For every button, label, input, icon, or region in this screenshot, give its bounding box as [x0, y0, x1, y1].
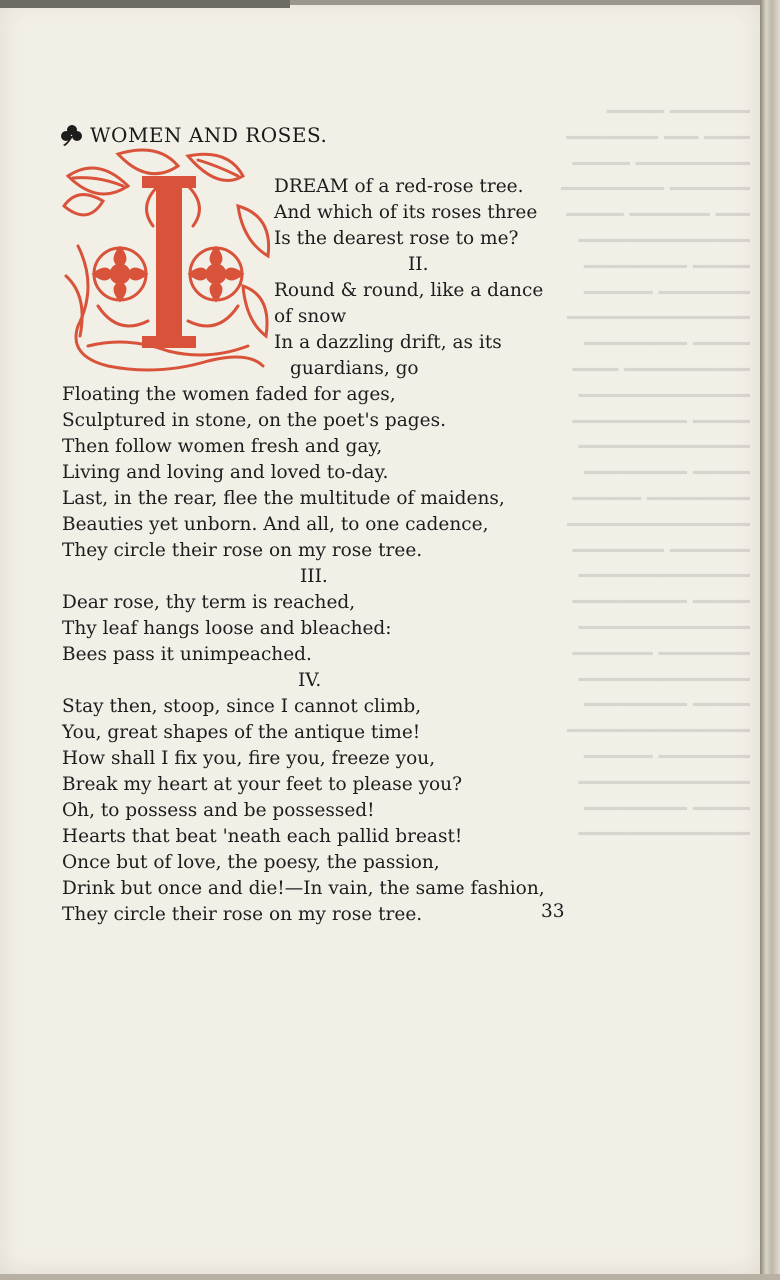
poem-line: Drink but once and die!—In vain, the same fashion, [62, 878, 545, 899]
poem-line: How shall I fix you, fire you, freeze you, [62, 748, 436, 769]
section-numeral: III. [300, 566, 328, 587]
page-top-edge [0, 0, 290, 8]
poem-line: Bees pass it unimpeached. [62, 644, 312, 665]
poem-line: They circle their rose on my rose tree. [62, 904, 423, 925]
poem-line: Thy leaf hangs loose and bleached: [62, 618, 392, 639]
club-leaf-ornament-icon [60, 124, 84, 146]
poem-line: Sculptured in stone, on the poet's pages. [62, 410, 446, 431]
poem-line: Beauties yet unborn. And all, to one cadence, [62, 514, 489, 535]
poem-line: guardians, go [290, 358, 419, 379]
poem-title: WOMEN AND ROSES. [90, 123, 328, 147]
poem-line: Break my heart at your feet to please you? [62, 774, 462, 795]
poem-line: In a dazzling drift, as its [274, 332, 502, 353]
poem-line: Floating the women faded for ages, [62, 384, 396, 405]
poem-line: Stay then, stoop, since I cannot climb, [62, 696, 422, 717]
poem-line: Dear rose, thy term is reached, [62, 592, 356, 613]
book-page-stack-edge [760, 0, 780, 1280]
page-bottom-edge [0, 1274, 780, 1280]
poem-line: Is the dearest rose to me? [274, 228, 519, 249]
decorated-initial-letter [58, 146, 274, 376]
page-top-edge-light [290, 0, 760, 5]
page-number: 33 [541, 901, 565, 922]
poem-line: Then follow women fresh and gay, [62, 436, 383, 457]
poem-line: And which of its roses three [274, 202, 538, 223]
poem-line: of snow [274, 306, 347, 327]
poem-line: You, great shapes of the antique time! [62, 722, 421, 743]
poem-line: Round & round, like a dance [274, 280, 544, 301]
poem-line: Last, in the rear, flee the multitude of maidens, [62, 488, 505, 509]
poem-line: Hearts that beat 'neath each pallid breast! [62, 826, 463, 847]
section-numeral: II. [408, 254, 429, 275]
poem-line: Living and loving and loved to-day. [62, 462, 389, 483]
poem-line: Oh, to possess and be possessed! [62, 800, 375, 821]
section-numeral: IV. [298, 670, 322, 691]
bleed-through-texture: ━━━━━━━ ━━━━━ ━━━━ ━━━ ━━━━━━━━ ━━━━━━━━━━ ━━━━━ ━━━━━━━ ━━━━━━━━━ ━━━ ━━━━━━━ ━━━━━ ━━━━━━━━━━━━━━━ ━━━━━ ━━━━━━━━━ ━━━━━━━━ ━━━━━━ ━━━━━━━━━━━━━━━━ ━━━━━ ━━━━━━━━━ ━━━━━━━━━━━ ━━━━ ━━━━━━━━━━━━━━━ ━━━━━ ━━━━━━━━━━ ━━━━━━━━━━━━━━━ ━━━━━ ━━━━━━━━━ ━━━━━━━━━ ━━━━━━ ━━━━━━━━━━━━━━━━ ━━━━━━━ ━━━━━━━━ ━━━━━━━━━━━━━━━ ━━━━━ ━━━━━━━━━━ ━━━━━━━━━━━━━━━ ━━━━━━━━ ━━━━━━━ ━━━━━━━━━━━━━━━ ━━━━━ ━━━━━━━━━ ━━━━━━━━━━━━━━━━ ━━━━━━━━ ━━━━━━ ━━━━━━━━━━━━━━━ ━━━━━ ━━━━━━━━━ ━━━━━━━━━━━━━━━ [560, 101, 750, 846]
poem-line: They circle their rose on my rose tree. [62, 540, 423, 561]
poem-line: DREAM of a red-rose tree. [274, 176, 524, 197]
poem-line: Once but of love, the poesy, the passion, [62, 852, 440, 873]
